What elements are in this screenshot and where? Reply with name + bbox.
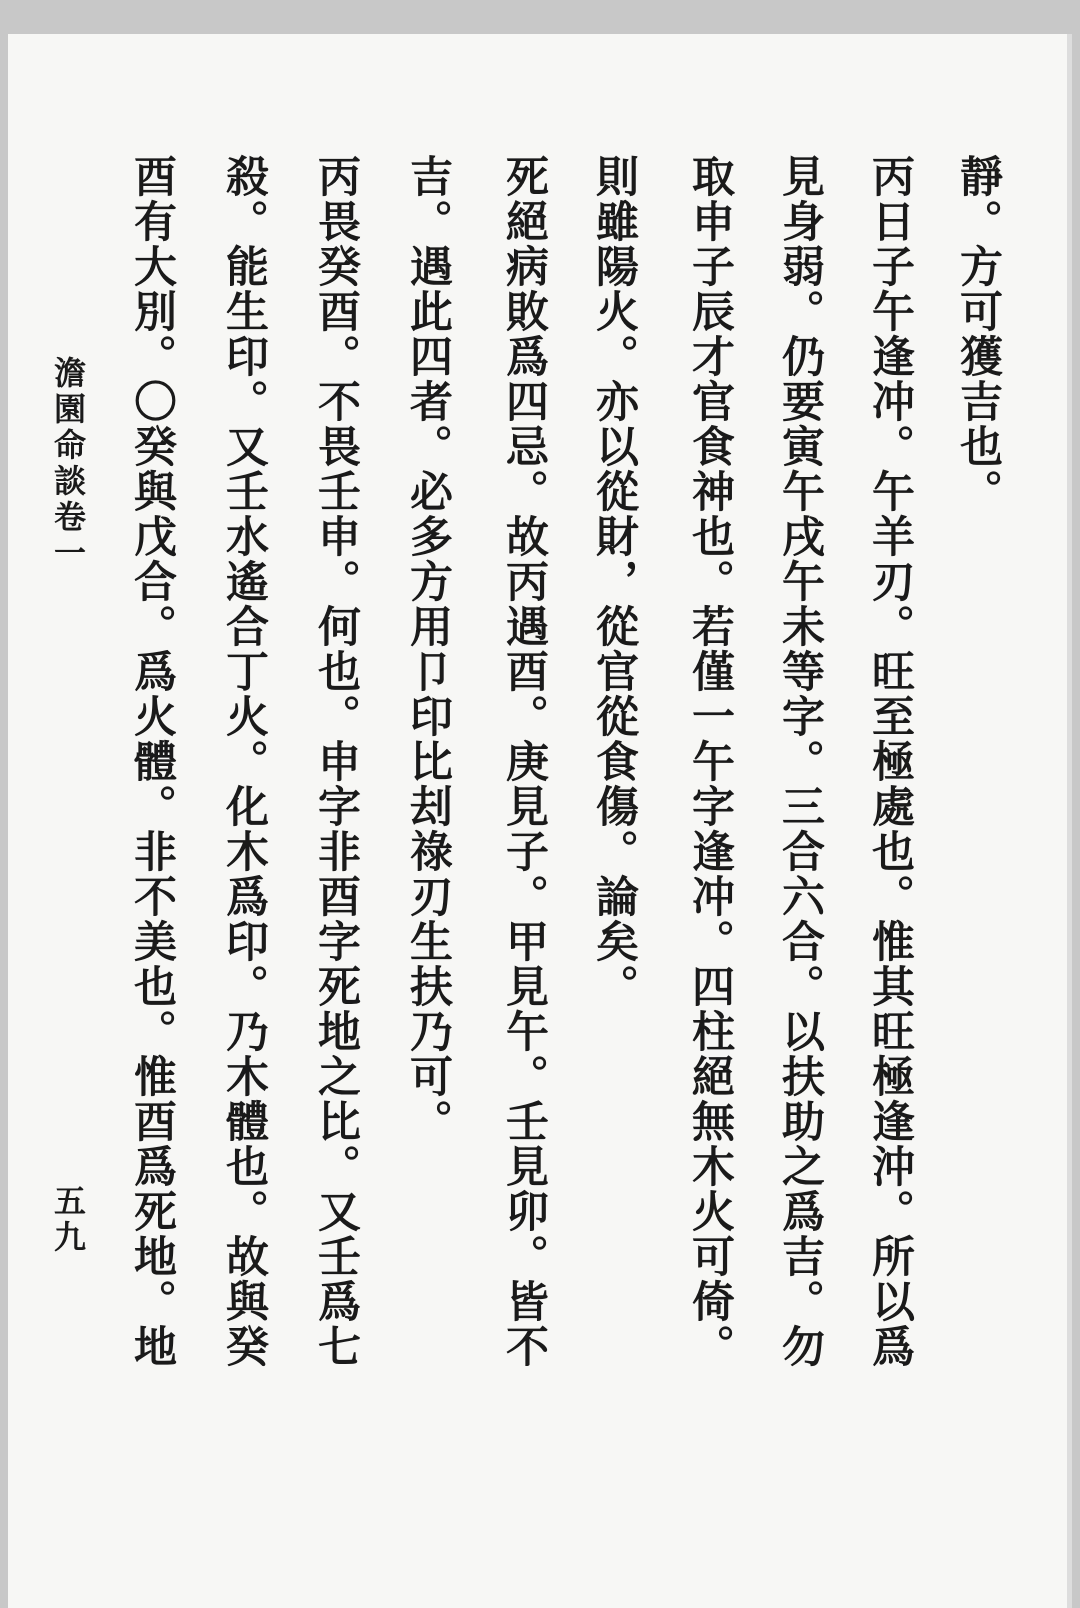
page-number: 五九	[49, 1184, 87, 1256]
book-title-footer: 澹園命談卷一	[49, 356, 87, 572]
text-column-6: 死絕病敗爲四忌。故丙遇酉。庚見子。甲見午。壬見卯。皆不	[499, 154, 549, 1369]
page-edge	[1067, 34, 1072, 1608]
book-page	[8, 34, 1072, 1608]
text-column-8: 丙畏癸酉。不畏壬申。何也。申字非酉字死地之比。又壬爲七	[311, 154, 361, 1369]
text-column-7: 吉。遇此四者。必多方用卩印比刦祿刃生扶乃可。	[403, 154, 453, 1144]
text-column-10: 酉有大別。〇癸與戊合。爲火體。非不美也。惟酉爲死地。地	[127, 154, 177, 1369]
text-column-4: 取申子辰才官食神也。若僅一午字逢冲。四柱絕無木火可倚。	[685, 154, 735, 1369]
text-column-9: 殺。能生印。又壬水遙合丁火。化木爲印。乃木體也。故與癸	[219, 154, 269, 1369]
text-column-5: 則雖陽火。亦以從財，從官從食傷。論矣。	[589, 154, 639, 1009]
text-column-1: 靜。方可獲吉也。	[953, 154, 1003, 514]
text-column-2: 丙日子午逢冲。午羊刃。旺至極處也。惟其旺極逢沖。所以爲	[865, 154, 915, 1369]
text-column-3: 見身弱。仍要寅午戌午未等字。三合六合。以扶助之爲吉。勿	[775, 154, 825, 1369]
